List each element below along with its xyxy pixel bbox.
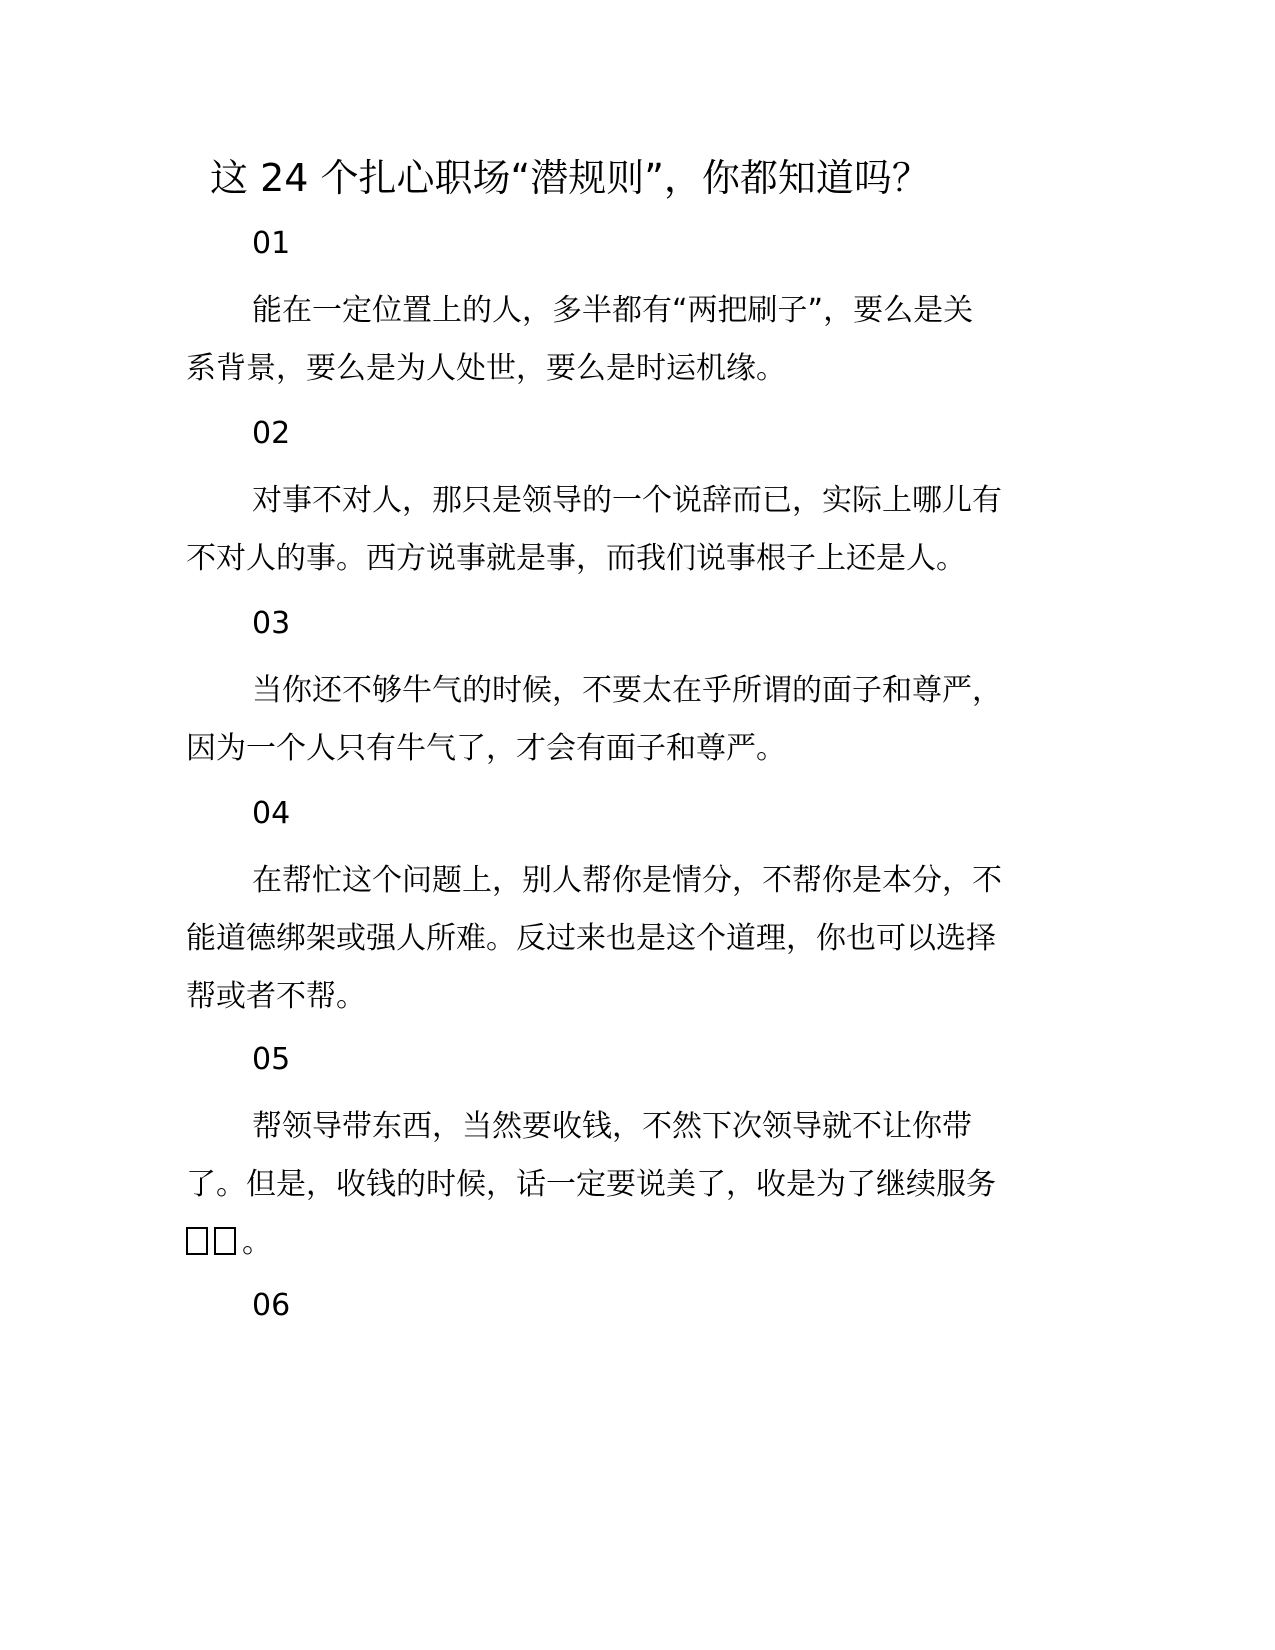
section-number: 05 [252,1042,291,1077]
section-paragraph [186,662,1086,778]
section-paragraph [186,472,1086,588]
paragraph-line: 帮或者不帮。 [186,979,366,1014]
section-number: 04 [252,796,291,831]
paragraph-line-tail: 。 [242,1225,272,1260]
paragraph-line: 能在一定位置上的人，多半都有“两把刷子”，要么是关 [252,293,974,328]
missing-glyph-box [186,1227,208,1255]
section-number: 06 [252,1288,291,1323]
missing-glyph-box [214,1227,236,1255]
section-number: 01 [252,226,291,261]
section-paragraph [186,1098,1086,1272]
paragraph-line: 能道德绑架或强人所难。反过来也是这个道理，你也可以选择 [186,921,996,956]
paragraph-line: 对事不对人，那只是领导的一个说辞而已，实际上哪儿有 [252,483,1002,518]
paragraph-line: 帮领导带东西，当然要收钱，不然下次领导就不让你带 [252,1109,972,1144]
paragraph-line: 了。但是，收钱的时候，话一定要说美了，收是为了继续服务 [186,1167,996,1202]
section-paragraph [186,282,1086,398]
paragraph-line: 在帮忙这个问题上，别人帮你是情分，不帮你是本分，不 [252,863,1002,898]
paragraph-line-missing-glyphs [186,1214,1086,1272]
section-paragraph [186,852,1086,1026]
section-number: 03 [252,606,291,641]
paragraph-line: 不对人的事。西方说事就是事，而我们说事根子上还是人。 [186,541,966,576]
document-title: 这 24 个扎心职场“潜规则”，你都知道吗？ [210,156,930,200]
paragraph-line: 系背景，要么是为人处世，要么是时运机缘。 [186,351,786,386]
paragraph-line: 因为一个人只有牛气了，才会有面子和尊严。 [186,731,786,766]
section-number: 02 [252,416,291,451]
paragraph-line: 当你还不够牛气的时候，不要太在乎所谓的面子和尊严， [252,673,1002,708]
